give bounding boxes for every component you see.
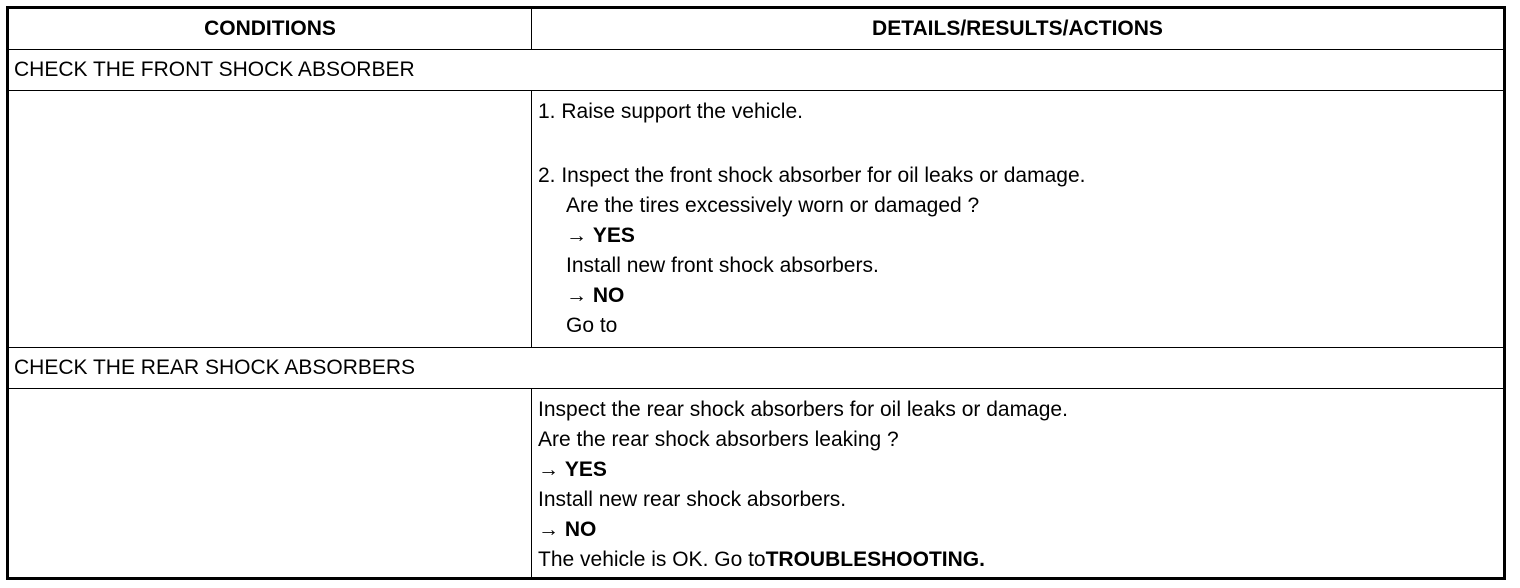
diagnostic-table	[9, 9, 1503, 579]
section-row-front	[9, 50, 1503, 91]
details-cell-front	[532, 91, 1504, 348]
rear-no-result	[538, 515, 1503, 545]
front-yes-result	[538, 221, 1503, 251]
rear-inspect: Inspect the rear shock absorbers for oil leaks or damage.	[538, 398, 1068, 421]
front-no-result	[538, 281, 1503, 311]
rear-no-action-text: The vehicle is OK. Go to	[538, 548, 766, 571]
yes-label: YES	[564, 458, 607, 481]
detail-row-front	[9, 91, 1503, 348]
rear-yes-action: Install new rear shock absorbers.	[538, 488, 847, 511]
no-label: NO	[592, 284, 625, 307]
section-title-rear: CHECK THE REAR SHOCK ABSORBERS	[9, 348, 1503, 389]
front-no-action: Go to	[566, 314, 618, 337]
detail-row-rear	[9, 389, 1503, 580]
diagnostic-table-frame	[6, 6, 1506, 580]
arrow-icon: →	[538, 518, 559, 541]
front-step-2: 2. Inspect the front shock absorber for oil leaks or damage.	[538, 164, 1086, 187]
header-details: DETAILS/RESULTS/ACTIONS	[532, 9, 1504, 50]
arrow-icon: →	[538, 458, 559, 481]
troubleshooting-link[interactable]: TROUBLESHOOTING.	[765, 548, 985, 571]
header-conditions: CONDITIONS	[9, 9, 532, 50]
yes-label: YES	[592, 224, 635, 247]
header-row	[9, 9, 1503, 50]
front-question: Are the tires excessively worn or damaged ?	[566, 194, 980, 217]
section-row-rear	[9, 348, 1503, 389]
rear-yes-result	[538, 455, 1503, 485]
rear-no-action	[538, 545, 1503, 575]
front-yes-action: Install new front shock absorbers.	[566, 254, 879, 277]
section-title-front: CHECK THE FRONT SHOCK ABSORBER	[9, 50, 1503, 91]
conditions-cell-rear	[9, 389, 532, 580]
rear-question: Are the rear shock absorbers leaking ?	[538, 428, 899, 451]
arrow-icon: →	[566, 224, 587, 247]
arrow-icon: →	[566, 284, 587, 307]
front-step-1: 1. Raise support the vehicle.	[538, 100, 803, 123]
no-label: NO	[564, 518, 597, 541]
conditions-cell-front	[9, 91, 532, 348]
spacer	[538, 127, 1503, 161]
details-cell-rear	[532, 389, 1504, 580]
